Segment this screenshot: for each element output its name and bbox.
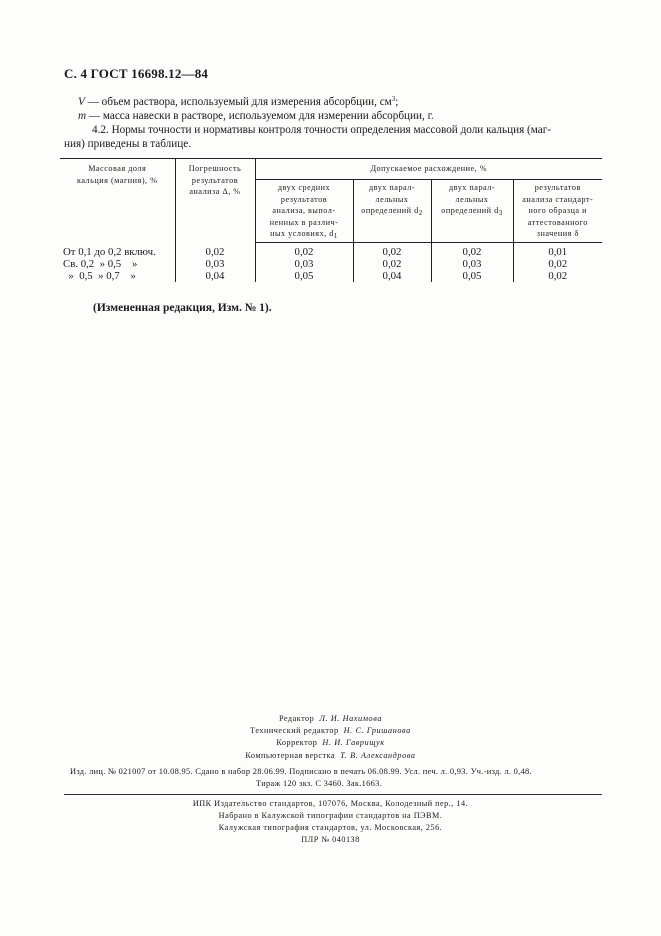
credit-editor: Редактор Л. И. Нахимова	[278, 714, 383, 723]
credit-tech-editor: Технический редактор Н. С. Гришанова	[250, 726, 411, 736]
footer-divider	[64, 794, 602, 795]
column-header-two-means: двух средних результатов анализа, выпол- ненных в различ- ных условиях, $d_1$	[255, 180, 353, 243]
table-cell: 0,02	[548, 270, 568, 282]
column-group-allowed-divergence: Допускаемое расхождение, %	[255, 159, 602, 180]
table-row	[60, 243, 602, 259]
publication-line-2: Тираж 120 экз. С 3460. Зак.1663.	[256, 779, 383, 788]
table-cell: 0,03	[175, 258, 255, 270]
paragraph-line-2: ния) приведены в таблице.	[64, 138, 192, 150]
definition-text: — объем раствора, используемый для измерения абсорбции, см	[84, 96, 392, 108]
page-header: С. 4 ГОСТ 16698.12—84	[64, 66, 209, 81]
table-cell: 0,03	[431, 258, 513, 270]
table-cell: 0,05	[431, 270, 513, 282]
credits-block	[0, 713, 661, 762]
paragraph-line-1: 4.2. Нормы точности и нормативы контроля точности определения массовой доли кальция (маг-	[92, 124, 552, 136]
table-cell: 0,04	[175, 270, 255, 282]
table-cell-range: » 0,5 » 0,7 »	[60, 270, 175, 282]
footer-block	[0, 798, 661, 846]
table-cell-range: Св. 0,2 » 0,5 »	[60, 258, 175, 270]
column-header-mass-fraction: Массовая доля кальция (магния), %	[60, 159, 175, 243]
column-header-parallel-d2: двух парал- лельных определений $d_2$	[353, 180, 431, 243]
norms-table	[60, 158, 602, 282]
table-cell: 0,02	[175, 243, 255, 259]
unit-superscript: 3	[391, 95, 396, 103]
definition-symbol: m	[78, 110, 87, 122]
table-row	[60, 270, 602, 282]
definition-mass	[78, 110, 434, 122]
table-cell: 0,02	[353, 243, 431, 259]
table-cell-range: От 0,1 до 0,2 включ.	[60, 243, 175, 259]
amendment-note: (Измененная редакция, Изм. № 1).	[93, 302, 272, 314]
column-header-standard-sample: результатов анализа стандарт- ного образца и аттестованного значения δ	[513, 180, 602, 243]
definition-volume	[78, 96, 398, 108]
publication-line-1: Изд. лиц. № 021007 от 10.08.95. Сдано в набор 28.06.99. Подписано в печать 06.08.99. Усл. печ. л. 0,93. Уч.-изд. л. 0,48.	[70, 767, 532, 776]
footer-line: Набрано в Калужской типографии стандартов на ПЭВМ.	[218, 811, 443, 820]
credit-proofreader: Корректор Н. И. Гаврищук	[276, 738, 385, 748]
definition-tail: ;	[395, 96, 399, 108]
table-cell: 0,02	[548, 258, 568, 270]
column-header-error: Погрешность результатов анализа Δ, %	[175, 159, 255, 243]
footer-line: Калужская типография стандартов, ул. Московская, 256.	[218, 823, 443, 832]
definition-symbol: V	[78, 96, 85, 108]
definition-text: — масса навески в растворе, используемом для измерении абсорбции, г.	[86, 110, 434, 122]
footer-line: ИПК Издательство стандартов, 107076, Москва, Колодезный пер., 14.	[192, 799, 469, 808]
table-cell: 0,03	[255, 258, 353, 270]
column-header-parallel-d3: двух парал- лельных определений $d_3$	[431, 180, 513, 243]
table-cell: 0,02	[431, 243, 513, 259]
table-cell: 0,04	[353, 270, 431, 282]
table-cell: 0,02	[353, 258, 431, 270]
table-cell: 0,05	[255, 270, 353, 282]
credit-layout: Компьютерная верстка Т. В. Александрова	[245, 750, 416, 760]
table-cell: 0,02	[255, 243, 353, 259]
footer-line: ПЛР № 040138	[301, 835, 360, 844]
table-cell: 0,01	[548, 246, 568, 258]
table-row	[60, 258, 602, 270]
